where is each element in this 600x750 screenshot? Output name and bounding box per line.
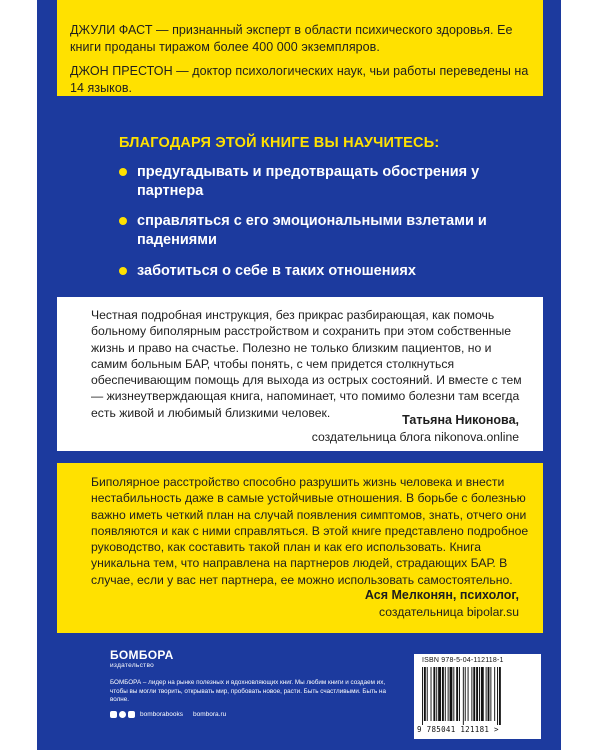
learn-item <box>117 212 517 250</box>
reviewer-role: создательница bipolar.su <box>379 605 519 619</box>
vk-icon <box>119 711 126 718</box>
author-julie-fast: ДЖУЛИ ФАСТ — признанный эксперт в области психического здоровья. Ее книги проданы тиражом более 400 000 экземпляров. <box>70 23 513 54</box>
review-text: Честная подробная инструкция, без прикрас разбирающая, как помочь больному биполярным расстройством и сохранить при этом собственные жизнь и право на счастье. Полезно не только близким пациентов, но и самим больным БАР, чтобы понять, с чем придется столкнуться обеспечивающим помощь для выхода из острых состояний. И вместе с тем — жизнеутверждающая книга, напоминает, что помимо болезни там всегда есть живой и любимый близкими человек. <box>91 308 522 420</box>
authors-box <box>57 0 543 96</box>
instagram-icon <box>128 711 135 718</box>
publisher-description: БОМБОРА – лидер на рынке полезных и вдохновляющих книг. Мы любим книги и создаем их, чтобы вы могли творить, открывать мир, пробовать новое, расти. Быть счастливыми. Быть на волне. <box>110 679 386 703</box>
bullet-dot-icon <box>119 217 127 225</box>
barcode-bar <box>431 667 432 721</box>
publisher-logo <box>110 648 174 669</box>
reviewer-role: создательница блога nikonova.online <box>311 430 519 444</box>
barcode-bar <box>463 667 464 725</box>
learn-item <box>117 163 517 201</box>
barcode-bar <box>468 667 469 721</box>
publisher-socials <box>110 711 226 718</box>
bullet-dot-icon <box>119 267 127 275</box>
learn-item-text: справляться с его эмоциональными взлетами и падениями <box>137 213 487 248</box>
barcode-bar <box>445 667 446 721</box>
author-john-preston: ДЖОН ПРЕСТОН — доктор психологических наук, чьи работы переведены на 14 языков. <box>70 64 529 95</box>
book-back-cover <box>37 0 561 750</box>
social-handle: bomborabooks <box>140 711 183 718</box>
barcode-bar <box>459 667 460 721</box>
publisher-brand: БОМБОРА <box>110 648 174 662</box>
barcode-bar <box>433 667 435 721</box>
barcode-bar <box>422 667 423 725</box>
barcode-bar <box>424 667 426 721</box>
barcode-area <box>414 654 541 739</box>
barcode-bar <box>497 667 498 725</box>
barcode-bar <box>427 667 428 721</box>
publisher-site: bombora.ru <box>193 711 227 718</box>
barcode-bar <box>442 667 444 721</box>
barcode-bar <box>473 667 475 721</box>
learn-item-text: заботиться о себе в таких отношениях <box>137 263 416 279</box>
learn-title: БЛАГОДАРЯ ЭТОЙ КНИГЕ ВЫ НАУЧИТЕСЬ: <box>119 135 440 151</box>
barcode-bar <box>488 667 490 721</box>
learn-item <box>117 262 517 281</box>
review-text: Биполярное расстройство способно разрушить жизнь человека и внести нестабильность даже в самые устойчивые отношения. В борьбе с болезнью важно иметь четкий план на случай появления симптомов, знать, отчего они появляются и как с ними справляться. В этой книге представлено подробное руководство, как составить такой план и как его использовать. Книга уникальна тем, что направлена на партнеров людей, страдающих БАР. В случае, если у вас нет партнера, ее можно использовать самостоятельно. <box>91 475 529 587</box>
barcode-bar <box>436 667 437 721</box>
barcode-bar <box>465 667 466 721</box>
barcode-bar <box>471 667 472 721</box>
bullet-dot-icon <box>119 168 127 176</box>
isbn-text: ISBN 978-5-04-112118-1 <box>422 657 504 664</box>
barcode-bar <box>438 667 441 721</box>
reviewer-name: Ася Мелконян, психолог, <box>364 588 519 602</box>
barcode-bar <box>456 667 458 721</box>
barcode-bar <box>494 667 495 721</box>
barcode-bar <box>453 667 454 721</box>
facebook-icon <box>110 711 117 718</box>
barcode-bar <box>476 667 478 721</box>
barcode-bar <box>490 667 491 721</box>
barcode-bar <box>479 667 480 721</box>
barcode-bar <box>448 667 449 721</box>
barcode-bar <box>481 667 484 721</box>
barcode-bar <box>486 667 487 721</box>
review-box-nikonova <box>57 297 543 451</box>
barcode-bar <box>450 667 453 721</box>
learn-item-text: предугадывать и предотвращать обострения у партнера <box>137 164 480 199</box>
barcode-bar <box>499 667 501 725</box>
barcode-digits: 9 785041 121181 > <box>417 725 499 734</box>
barcode-bars <box>422 667 532 725</box>
reviewer-name: Татьяна Никонова, <box>402 413 519 427</box>
review-box-melkonyan <box>57 463 543 633</box>
publisher-sub: издательство <box>110 662 155 669</box>
